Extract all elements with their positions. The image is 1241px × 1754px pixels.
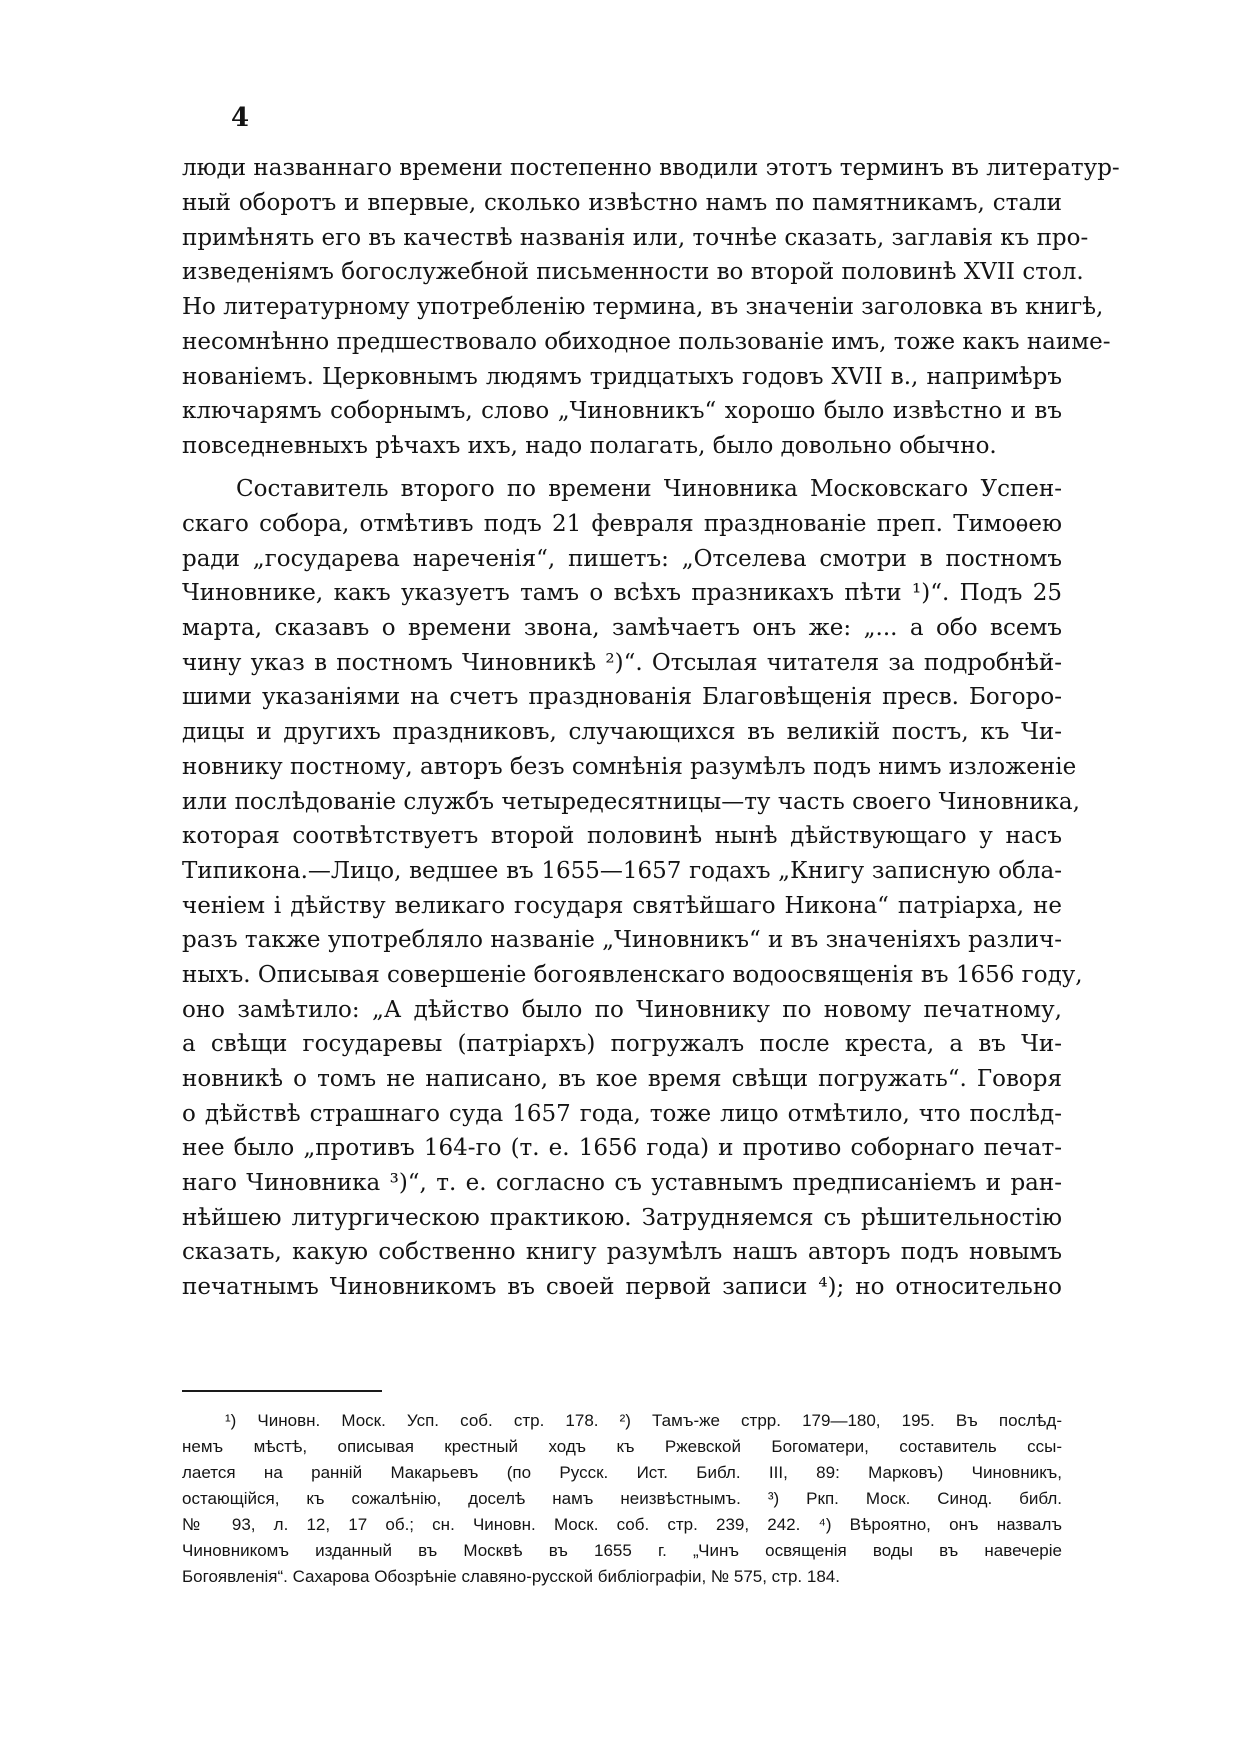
- body-line: нѣйшею литургическою практикою. Затрудняемся съ рѣшительностію: [182, 1205, 1062, 1231]
- body-line: Типикона.—Лицо, ведшее въ 1655—1657 годахъ „Книгу записную обла-: [182, 858, 1062, 884]
- body-line: повседневныхъ рѣчахъ ихъ, надо полагать, было довольно обычно.: [182, 433, 997, 459]
- body-line: шими указаніями на счетъ празднованія Благовѣщенія пресв. Богоро-: [182, 684, 1062, 710]
- body-line: оно замѣтило: „А дѣйство было по Чиновнику по новому печатному,: [182, 997, 1062, 1023]
- body-line: ключарямъ соборнымъ, слово „Чиновникъ“ хорошо было извѣстно и въ: [182, 398, 1062, 424]
- page-number: 4: [231, 103, 250, 133]
- body-line: или послѣдованіе службъ четыредесятницы—ту часть своего Чиновника,: [182, 789, 1080, 815]
- body-line: чину указ в постномъ Чиновникѣ ²)“. Отсылая читателя за подробнѣй-: [182, 650, 1062, 676]
- body-line: сказать, какую собственно книгу разумѣлъ нашъ авторъ подъ новымъ: [182, 1239, 1062, 1265]
- body-line: скаго собора, отмѣтивъ подъ 21 февраля празднованіе преп. Тимоѳею: [182, 511, 1062, 537]
- footnote-line: немъ мѣстѣ, описывая крестный ходъ къ Ржевской Богоматери, составитель ссы-: [182, 1437, 1062, 1456]
- footnote-line: Чиновникомъ изданный въ Москвѣ въ 1655 г. „Чинъ освященія воды въ навечеріе: [182, 1541, 1062, 1560]
- body-line: наго Чиновника ³)“, т. е. согласно съ уставнымъ предписаніемъ и ран-: [182, 1170, 1062, 1196]
- footnote-separator: [182, 1390, 382, 1392]
- body-line: разъ также употребляло названіе „Чиновникъ“ и въ значеніяхъ различ-: [182, 927, 1063, 953]
- footnote-line: лается на ранній Макарьевъ (по Русск. Ист. Библ. III, 89: Марковъ) Чиновникъ,: [182, 1463, 1062, 1482]
- body-line: о дѣйствѣ страшнаго суда 1657 года, тоже лицо отмѣтило, что послѣд-: [182, 1101, 1062, 1127]
- body-line: новнику постному, авторъ безъ сомнѣнія разумѣлъ подъ нимъ изложеніе: [182, 754, 1077, 780]
- footnote-line: ¹) Чиновн. Моск. Усп. соб. стр. 178. ²) Тамъ-же стрр. 179—180, 195. Въ послѣд-: [225, 1411, 1062, 1430]
- body-line: ченіем і дѣйству великаго государя святѣйшаго Никона“ патріарха, не: [182, 893, 1062, 919]
- body-line: которая соотвѣтствуетъ второй половинѣ нынѣ дѣйствующаго у насъ: [182, 823, 1062, 849]
- body-line: нее было „противъ 164-го (т. е. 1656 года) и противо соборнаго печат-: [182, 1135, 1062, 1161]
- body-line: новникѣ о томъ не написано, въ кое время свѣщи погружать“. Говоря: [182, 1066, 1062, 1092]
- body-line: нованіемъ. Церковнымъ людямъ тридцатыхъ годовъ XVII в., напримѣръ: [182, 364, 1062, 390]
- body-line: ный оборотъ и впервые, сколько извѣстно намъ по памятникамъ, стали: [182, 190, 1062, 216]
- body-line: дицы и другихъ праздниковъ, случающихся въ великій постъ, къ Чи-: [182, 719, 1062, 745]
- paragraph-first-line: Составитель второго по времени Чиновника Московскаго Успен-: [236, 476, 1062, 502]
- body-line: примѣнять его въ качествѣ названія или, точнѣе сказать, заглавія къ про-: [182, 225, 1089, 251]
- footnote-line: Богоявленія“. Сахарова Обозрѣніе славяно-русской библіографіи, № 575, стр. 184.: [182, 1567, 840, 1586]
- body-line: Чиновнике, какъ указуетъ тамъ о всѣхъ празникахъ пѣти ¹)“. Подъ 25: [182, 580, 1062, 606]
- body-line: изведеніямъ богослужебной письменности во второй половинѣ XVII стол.: [182, 259, 1084, 285]
- footnote-line: № 93, л. 12, 17 об.; сн. Чиновн. Моск. соб. стр. 239, 242. ⁴) Вѣроятно, онъ назвалъ: [182, 1515, 1062, 1534]
- body-line: печатнымъ Чиновникомъ въ своей первой записи ⁴); но относительно: [182, 1274, 1062, 1300]
- body-line: несомнѣнно предшествовало обиходное пользованіе имъ, тоже какъ наиме-: [182, 329, 1111, 355]
- body-line: ради „государева нареченія“, пишетъ: „Отселева смотри в постномъ: [182, 546, 1062, 572]
- body-line: люди названнаго времени постепенно вводили этотъ терминъ въ литератур-: [182, 155, 1120, 181]
- body-line: Но литературному употребленію термина, въ значеніи заголовка въ книгѣ,: [182, 294, 1104, 320]
- body-line: ныхъ. Описывая совершеніе богоявленскаго водоосвященія въ 1656 году,: [182, 962, 1083, 988]
- body-line: марта, сказавъ о времени звона, замѣчаетъ онъ же: „... а обо всемъ: [182, 615, 1062, 641]
- footnote-line: остающійся, къ сожалѣнію, доселѣ намъ неизвѣстнымъ. ³) Ркп. Моск. Синод. библ.: [182, 1489, 1062, 1508]
- body-line: а свѣщи государевы (патріархъ) погружалъ после креста, а въ Чи-: [182, 1031, 1062, 1057]
